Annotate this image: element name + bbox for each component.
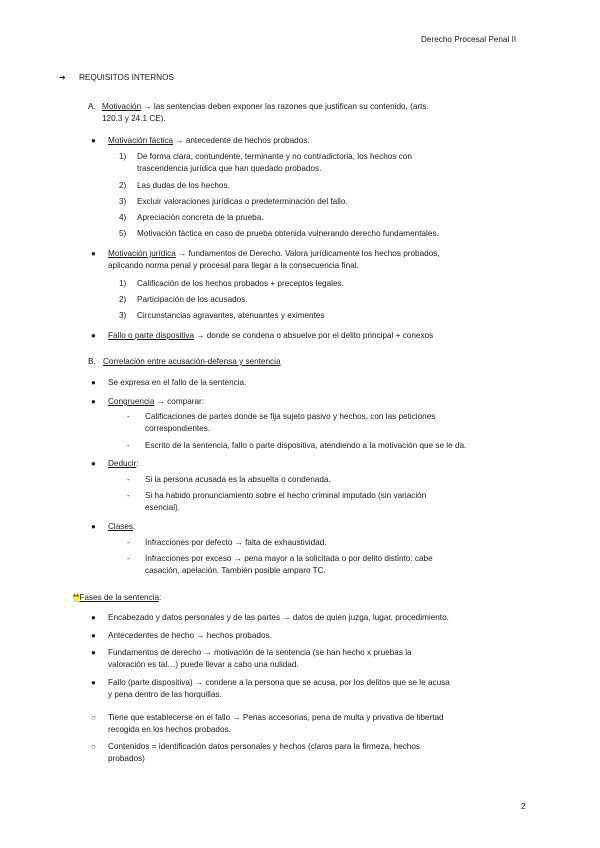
deducir-line [108, 458, 139, 470]
subsection-a-line-1 [102, 101, 429, 113]
bullet-icon: ● [91, 397, 96, 406]
fase-note-2-line-2: probados) [108, 754, 145, 763]
factica-item-2-text: Las dudas de los hechos. [137, 181, 230, 190]
congruencia-dash-1-line-1: Calificaciones de partes donde se fija sujeto pasivo y hechos, con las peticiones [145, 412, 436, 421]
fases-heading [73, 592, 161, 604]
subsection-a-title: Motivación [102, 102, 142, 111]
fase-3-line-2: valoración es tal…) puede llevar a cabo una nulidad. [108, 660, 299, 669]
juridica-line-2: aplicando norma penal y procesal para llegar a la consecuencia final. [108, 261, 359, 270]
clases-label: Clases [108, 522, 134, 531]
clases-dash-2-line-2: casación, apelación. También posible amparo TC. [145, 566, 326, 575]
dash-icon: - [127, 491, 130, 500]
deducir-label: Deducir [108, 459, 137, 468]
fase-4-line-2: y pena dentro de las horquillas. [108, 690, 222, 699]
congruencia-rest: → comparar: [154, 397, 205, 406]
juridica-item-1-number: 1) [119, 279, 127, 288]
congruencia-dash-2: Escrito de la sentencia, fallo o parte dispositiva, atendiendo a la motivación que se le da. [145, 441, 467, 450]
bullet-icon: ● [91, 249, 96, 258]
congruencia-line [108, 396, 204, 408]
bullet-icon: ● [91, 459, 96, 468]
subsection-a-line-2: 120.3 y 24.1 CE). [102, 114, 166, 123]
factica-item-4-number: 4) [119, 213, 127, 222]
juridica-item-2-number: 2) [119, 295, 127, 304]
bullet-icon: ● [91, 678, 96, 687]
section-arrow-icon: ➔ [59, 73, 66, 82]
clases-rest: : [133, 522, 136, 531]
hollow-bullet-icon: ○ [91, 713, 96, 722]
congruencia-label: Congruencia [108, 397, 155, 406]
bullet-icon: ● [91, 631, 96, 640]
fases-title: Fases de la sentencia [79, 593, 160, 602]
factica-label: Motivación fáctica [108, 136, 174, 145]
deducir-dash-1: Si la persona acusada es la absuelta o condenada. [145, 475, 331, 484]
subsection-b-marker: B. [88, 357, 96, 366]
dash-icon: - [127, 554, 130, 563]
factica-item-5-text: Motivación fáctica en caso de prueba obtenida vulnerando derecho fundamentales. [137, 229, 439, 238]
juridica-label: Motivación jurídica [108, 249, 176, 258]
fase-note-1-line-2: recogida en los hechos probados. [108, 725, 231, 734]
subsection-b-title: Correlación entre acusación-defensa y sentencia [103, 357, 281, 366]
juridica-item-1-text: Calificación de los hechos probados + preceptos legales. [137, 279, 344, 288]
factica-item-1-line-2: trascendencia jurídica que han quedado probados. [137, 164, 322, 173]
fase-note-1-line-1: Tiene que establecerse en el fallo → Penas accesorias, pena de multa y privativa de libertad [108, 713, 444, 722]
fallo-line [108, 330, 433, 342]
fase-3-line-1: Fundamentos de derecho → motivación de la sentencia (se han hecho x pruebas la [108, 648, 412, 657]
deducir-dash-2-line-1: Si ha habido pronunciamiento sobre el hecho criminal imputado (sin variación [145, 491, 427, 500]
page-header: Derecho Procesal Penal II [421, 35, 517, 44]
bullet-icon: ● [91, 613, 96, 622]
juridica-rest: → fundamentos de Derecho. Valora jurídicamente los hechos probados, [175, 249, 440, 258]
juridica-line-1 [108, 248, 529, 260]
juridica-item-2-text: Participación de los acusados. [137, 295, 248, 304]
fases-colon: : [159, 593, 162, 602]
dash-icon: - [127, 412, 130, 421]
factica-item-2-number: 2) [119, 181, 127, 190]
bullet-icon: ● [91, 378, 96, 387]
dash-icon: - [127, 441, 130, 450]
fase-2: Antecedentes de hecho → hechos probados. [108, 631, 272, 640]
subsection-a-marker: A. [88, 102, 96, 111]
highlight-stars: ** [73, 593, 80, 602]
factica-item-3-text: Excluir valoraciones jurídicas o predeterminación del fallo. [137, 197, 348, 206]
fase-4-line-1: Fallo (parte dispositiva) → condene a la persona que se acusa, por los delitos que se le acusa [108, 678, 450, 687]
clases-line [108, 521, 135, 533]
bullet-icon: ● [91, 136, 96, 145]
hollow-bullet-icon: ○ [91, 742, 96, 751]
subsection-a-text-1: → las sentencias deben exponer las razones que justifican su contenido, (arts. [141, 102, 429, 111]
factica-item-1-line-1: De forma clara, contundente, terminante y no contradictoria, los hechos con [137, 152, 412, 161]
clases-dash-1: Infracciones por defecto → falta de exhaustividad. [145, 538, 327, 547]
deducir-rest: : [136, 459, 139, 468]
factica-item-1-number: 1) [119, 152, 127, 161]
clases-dash-2-line-1: Infracciones por exceso → pena mayor a la solicitada o por delito distinto: cabe [145, 554, 433, 563]
deducir-dash-2-line-2: esencial). [145, 503, 181, 512]
dash-icon: - [127, 538, 130, 547]
factica-item-3-number: 3) [119, 197, 127, 206]
fallo-rest: → donde se condena o absuelve por el delito principal + conexos [194, 331, 434, 340]
factica-line [108, 135, 310, 147]
juridica-item-3-text: Circunstancias agravantes, atenuantes y eximentes [137, 311, 325, 320]
fase-1: Encabezado y datos personales y de las partes → datos de quien juzga, lugar, procedimiento. [108, 613, 449, 622]
factica-rest: → antecedente de hechos probados. [173, 136, 310, 145]
fallo-label: Fallo o parte dispositiva [108, 331, 195, 340]
dash-icon: - [127, 475, 130, 484]
b-point-1: Se expresa en el fallo de la sentencia. [108, 378, 247, 387]
page-number: 2 [521, 802, 526, 811]
section-title: REQUISITOS INTERNOS [79, 73, 174, 82]
juridica-item-3-number: 3) [119, 311, 127, 320]
bullet-icon: ● [91, 648, 96, 657]
bullet-icon: ● [91, 331, 96, 340]
factica-item-5-number: 5) [119, 229, 127, 238]
congruencia-dash-1-line-2: correspondientes. [145, 424, 211, 433]
factica-item-4-text: Apreciación concreta de la prueba. [137, 213, 264, 222]
bullet-icon: ● [91, 522, 96, 531]
fase-note-2-line-1: Contenidos = identificación datos personales y hechos (claros para la firmeza, hechos [108, 742, 420, 751]
